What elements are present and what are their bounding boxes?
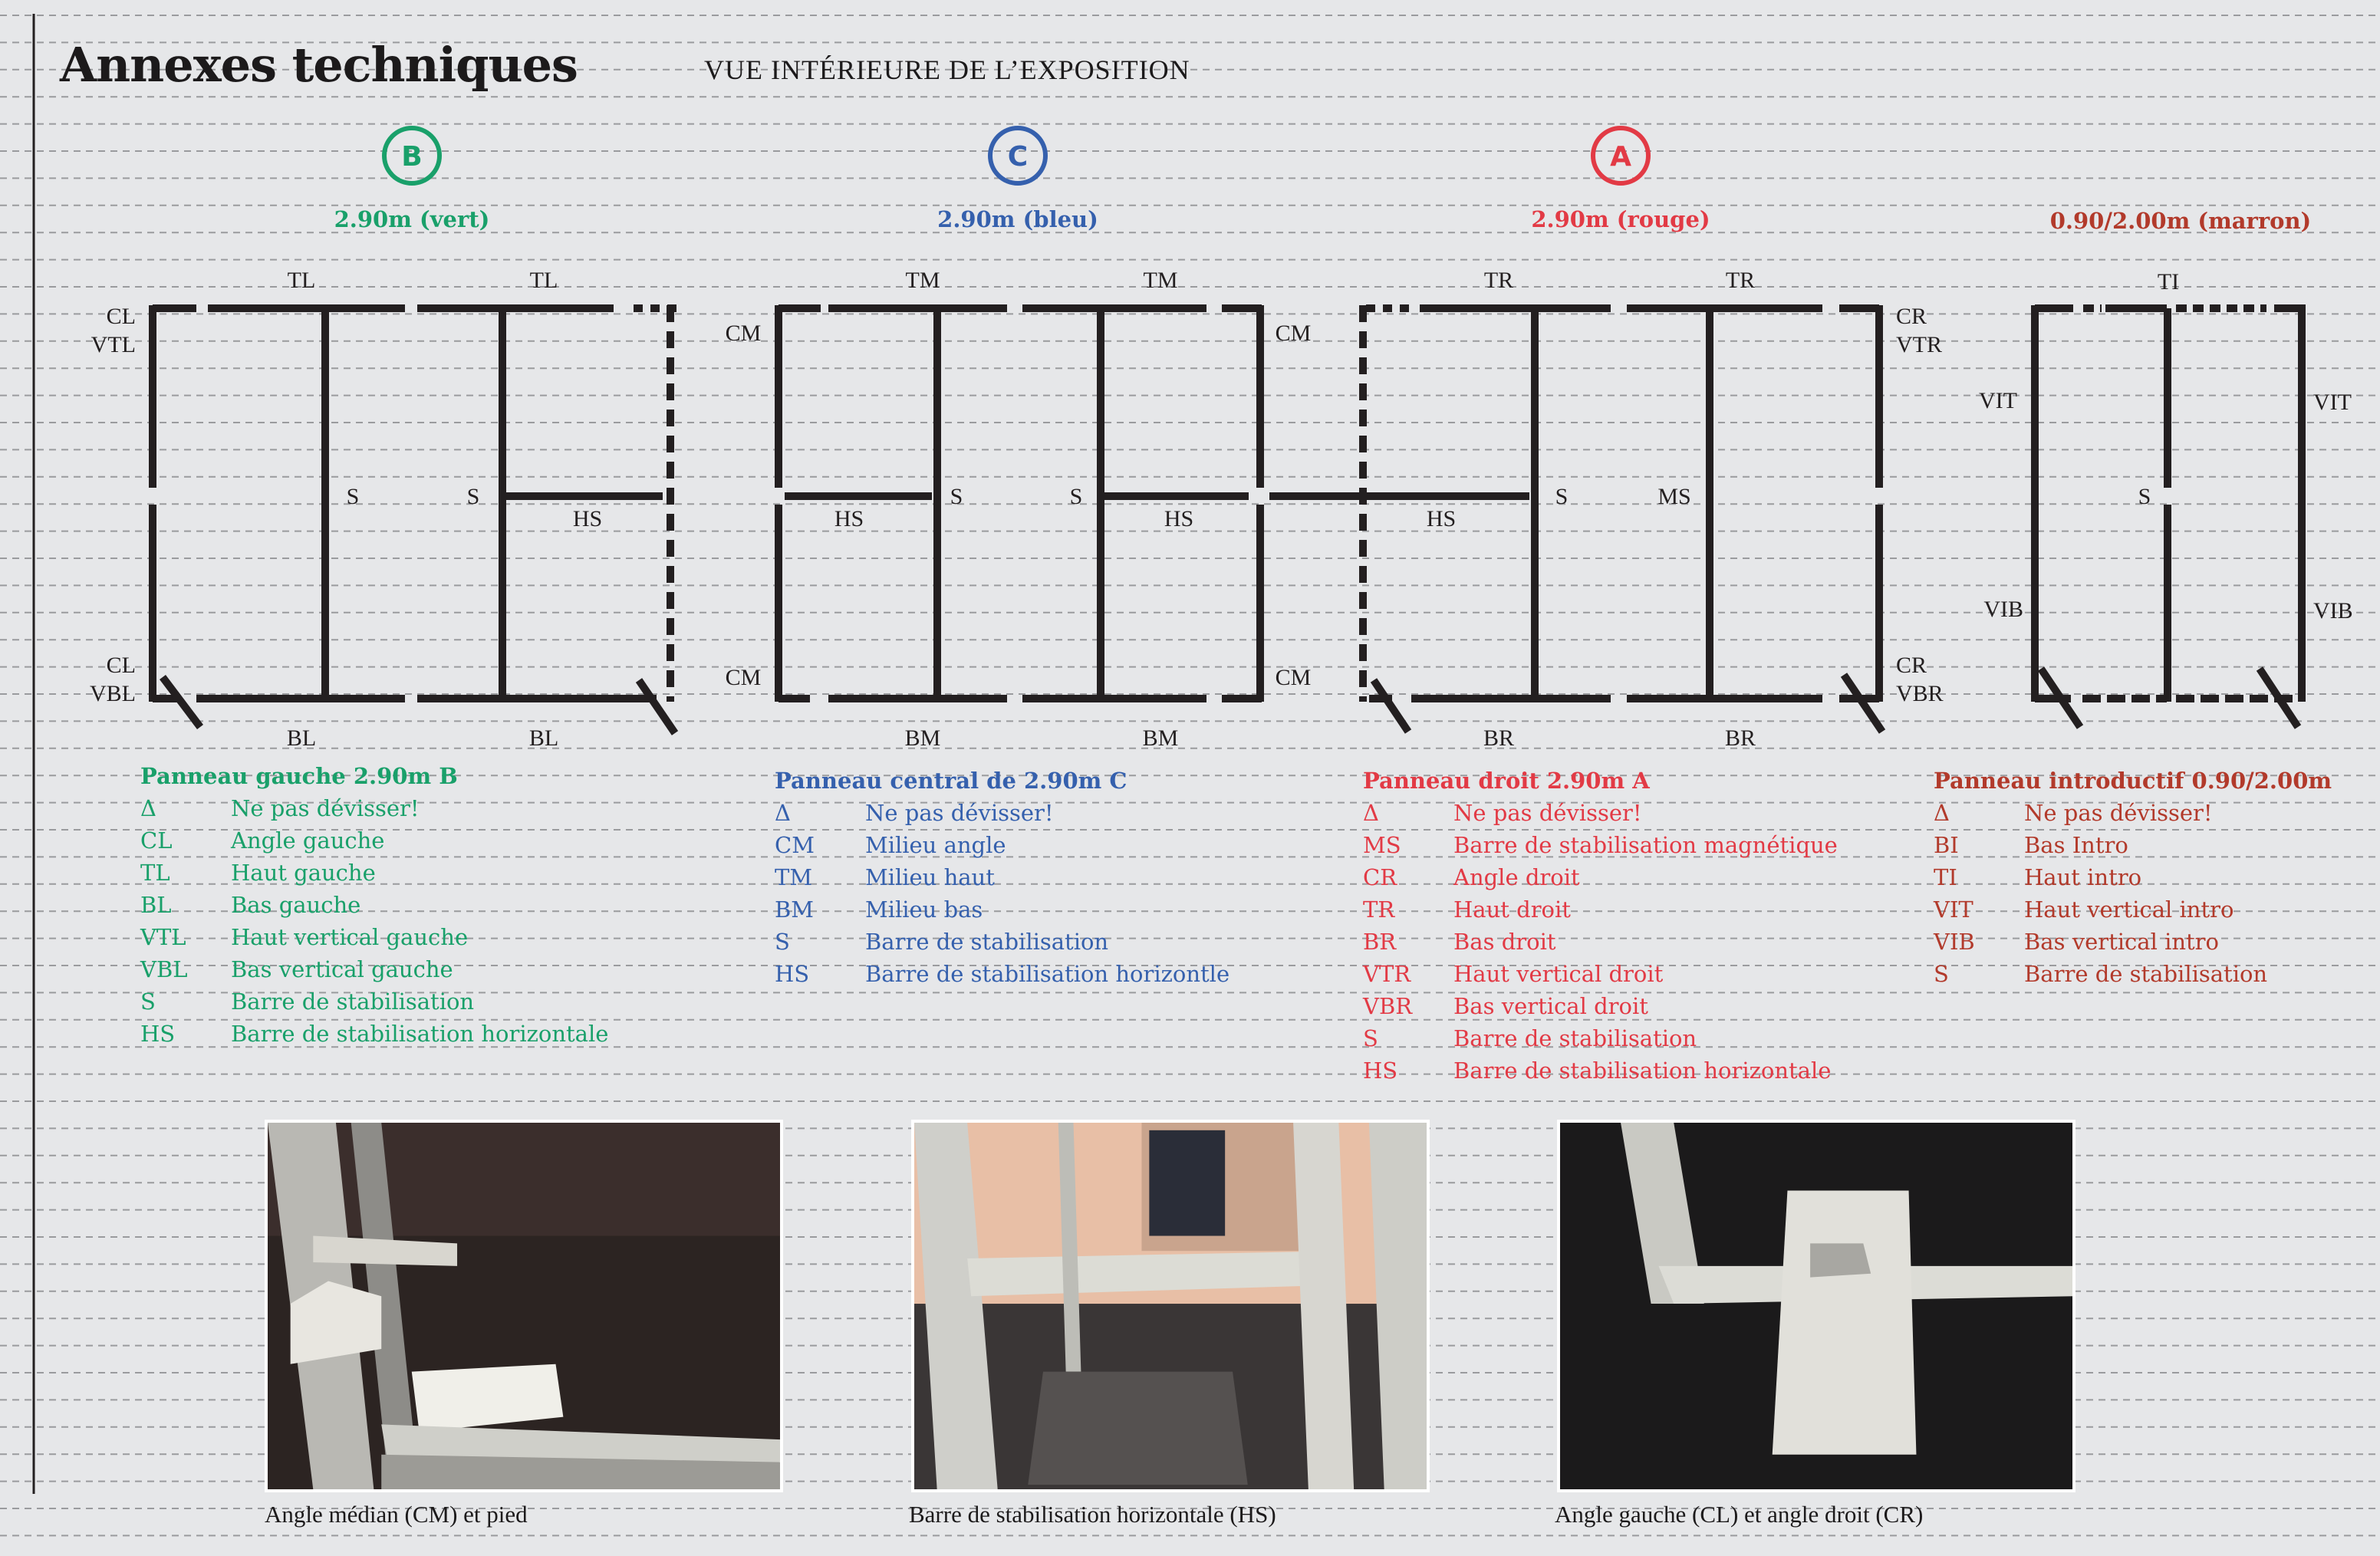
svg-text:TR: TR [1483,268,1514,293]
legend-text: Barre de stabilisation [865,929,1109,955]
svg-text:S: S [346,484,360,509]
legend-code: CL [140,827,173,854]
photo-corner-angles [1557,1120,2076,1492]
legend-row [1363,1054,1838,1087]
svg-text:CM: CM [1275,321,1312,346]
svg-text:VTR: VTR [1896,332,1942,357]
legend-code: MS [1363,832,1401,858]
panel-c-labels [726,268,1312,751]
legend-code: VTR [1363,961,1411,987]
legend-row [775,926,1230,958]
legend-text: Haut gauche [231,860,376,886]
legend-panel-b [140,760,608,1050]
legend-row [1934,861,2332,893]
legend-code: BL [140,892,172,918]
legend-row [1363,829,1838,861]
svg-text:TR: TR [1725,268,1756,293]
legend-code: VBR [1363,993,1413,1019]
legend-title: Panneau droit 2.90m A [1363,768,1650,794]
legend-code: TR [1363,896,1395,923]
legend-code: S [1363,1025,1378,1051]
photo-caption-3: Angle gauche (CL) et angle droit (CR) [1555,1501,1924,1528]
legend-row [1934,926,2332,958]
legend-row [140,1018,608,1050]
svg-text:VBL: VBL [90,681,136,706]
svg-text:TL: TL [529,268,558,293]
svg-text:S: S [1555,484,1569,509]
legend-text: Barre de stabilisation [1453,1025,1697,1051]
legend-code: VTL [140,924,186,950]
svg-text:BM: BM [904,725,941,751]
legend-row [775,861,1230,893]
legend-code: VBL [140,956,188,982]
svg-text:VBR: VBR [1896,681,1944,706]
page-subtitle: VUE INTÉRIEURE DE L’EXPOSITION [704,54,1190,85]
legend-row [1934,797,2332,829]
svg-text:TI: TI [2157,269,2180,294]
svg-text:CL: CL [106,653,136,678]
legend-code: TL [140,860,170,886]
legend-text: Angle droit [1453,864,1580,890]
svg-text:S: S [950,484,963,509]
legend-code: Δ [140,795,156,821]
svg-text:CM: CM [725,665,762,690]
legend-code: S [775,929,790,955]
legend-row [140,792,608,824]
svg-text:CR: CR [1896,653,1927,678]
legend-row [775,893,1230,926]
legend-code: BI [1934,832,1959,858]
legend-row [775,797,1230,829]
panel-a-labels [1427,268,1944,751]
legend-code: HS [140,1021,176,1047]
svg-text:BM: BM [1142,725,1179,751]
panel-c-size: 2.90m (bleu) [937,206,1098,232]
svg-text:VIT: VIT [1979,388,2017,413]
legend-code: CM [775,832,815,858]
badge-a [1593,128,1648,183]
legend-row [140,921,608,953]
page-title: Annexes techniques [60,37,578,93]
legend-text: Bas vertical gauche [231,956,453,982]
legend-row [140,889,608,921]
legend-text: Ne pas dévisser! [231,795,420,821]
legend-text: Bas droit [1453,929,1556,955]
svg-text:TL: TL [287,268,316,293]
panel-b-size: 2.90m (vert) [334,206,490,232]
svg-text:BR: BR [1483,725,1515,751]
svg-text:VIT: VIT [2313,390,2352,415]
photo-stabilisation-bar [911,1120,1430,1492]
legend-text: Barre de stabilisation horizontale [1453,1058,1832,1084]
svg-text:CM: CM [725,321,762,346]
legend-code: VIB [1934,929,1975,955]
legend-text: Angle gauche [231,827,385,854]
legend-text: Milieu haut [865,864,995,890]
legend-row [775,829,1230,861]
svg-text:TM: TM [1143,268,1178,293]
legend-code: TM [775,864,813,890]
legend-panel-a [1363,765,1838,1087]
legend-text: Milieu angle [865,832,1006,858]
frame-panel-intro [2035,305,2306,727]
legend-text: Haut vertical intro [2024,896,2234,923]
svg-text:HS: HS [572,506,603,531]
svg-text:HS: HS [834,506,864,531]
svg-text:VTL: VTL [91,332,136,357]
legend-text: Barre de stabilisation horizontle [865,961,1230,987]
svg-text:S: S [2138,484,2151,509]
svg-text:VIB: VIB [1983,597,2023,622]
legend-text: Bas vertical droit [1453,993,1648,1019]
svg-text:BL: BL [286,725,317,751]
legend-code: HS [775,961,810,987]
legend-row [1363,926,1838,958]
legend-text: Ne pas dévisser! [2024,800,2213,826]
legend-text: Haut intro [2024,864,2142,890]
panel-intro-size: 0.90/2.00m (marron) [2049,208,2312,234]
legend-title: Panneau central de 2.90m C [775,768,1127,794]
legend-text: Bas vertical intro [2024,929,2219,955]
svg-text:HS: HS [1426,506,1457,531]
badge-b [384,128,439,183]
legend-text: Barre de stabilisation [2024,961,2268,987]
svg-text:CM: CM [1275,665,1312,690]
legend-code: Δ [1934,800,1950,826]
svg-text:S: S [1069,484,1083,509]
legend-row [140,857,608,889]
legend-row [1363,958,1838,990]
photo-caption-1: Angle médian (CM) et pied [265,1501,528,1528]
legend-code: TI [1934,864,1957,890]
legend-text: Ne pas dévisser! [865,800,1054,826]
legend-code: BR [1363,929,1397,955]
legend-text: Barre de stabilisation horizontale [231,1021,609,1047]
legend-code: VIT [1934,896,1973,923]
svg-text:C: C [1007,141,1029,173]
legend-code: Δ [775,800,791,826]
legend-panel-intro [1934,765,2332,990]
photo-caption-2: Barre de stabilisation horizontale (HS) [909,1501,1276,1528]
svg-text:BR: BR [1724,725,1756,751]
legend-text: Haut vertical gauche [231,924,469,950]
legend-row [775,958,1230,990]
legend-row [1363,1022,1838,1054]
legend-text: Ne pas dévisser! [1453,800,1642,826]
svg-text:HS: HS [1164,506,1194,531]
legend-panel-c [775,765,1230,990]
svg-text:B: B [401,141,423,173]
legend-row [1363,797,1838,829]
panel-a-size: 2.90m (rouge) [1531,206,1710,232]
legend-row [1934,893,2332,926]
legend-text: Haut droit [1453,896,1571,923]
svg-text:BL: BL [528,725,559,751]
legend-text: Bas gauche [231,892,361,918]
legend-title: Panneau introductif 0.90/2.00m [1934,768,2332,794]
legend-code: S [1934,961,1949,987]
legend-row [140,824,608,857]
svg-text:CL: CL [106,304,136,329]
legend-row [140,953,608,985]
legend-text: Barre de stabilisation [231,989,475,1015]
legend-title: Panneau gauche 2.90m B [140,763,458,789]
legend-row [1934,829,2332,861]
svg-text:A: A [1610,141,1631,173]
svg-text:CR: CR [1896,304,1927,329]
legend-row [1363,861,1838,893]
legend-row [1934,958,2332,990]
legend-code: BM [775,896,815,923]
legend-text: Bas Intro [2024,832,2128,858]
legend-text: Barre de stabilisation magnétique [1453,832,1838,858]
legend-row [1363,990,1838,1022]
legend-code: HS [1363,1058,1398,1084]
legend-row [140,985,608,1018]
legend-code: CR [1363,864,1397,890]
legend-text: Haut vertical droit [1453,961,1664,987]
svg-text:S: S [466,484,480,509]
svg-text:VIB: VIB [2313,598,2353,623]
svg-text:MS: MS [1657,484,1691,509]
badge-c [990,128,1045,183]
legend-row [1363,893,1838,926]
legend-text: Milieu bas [865,896,983,923]
svg-text:TM: TM [905,268,940,293]
photo-angle-median [265,1120,783,1492]
legend-code: S [140,989,156,1015]
legend-code: Δ [1363,800,1379,826]
